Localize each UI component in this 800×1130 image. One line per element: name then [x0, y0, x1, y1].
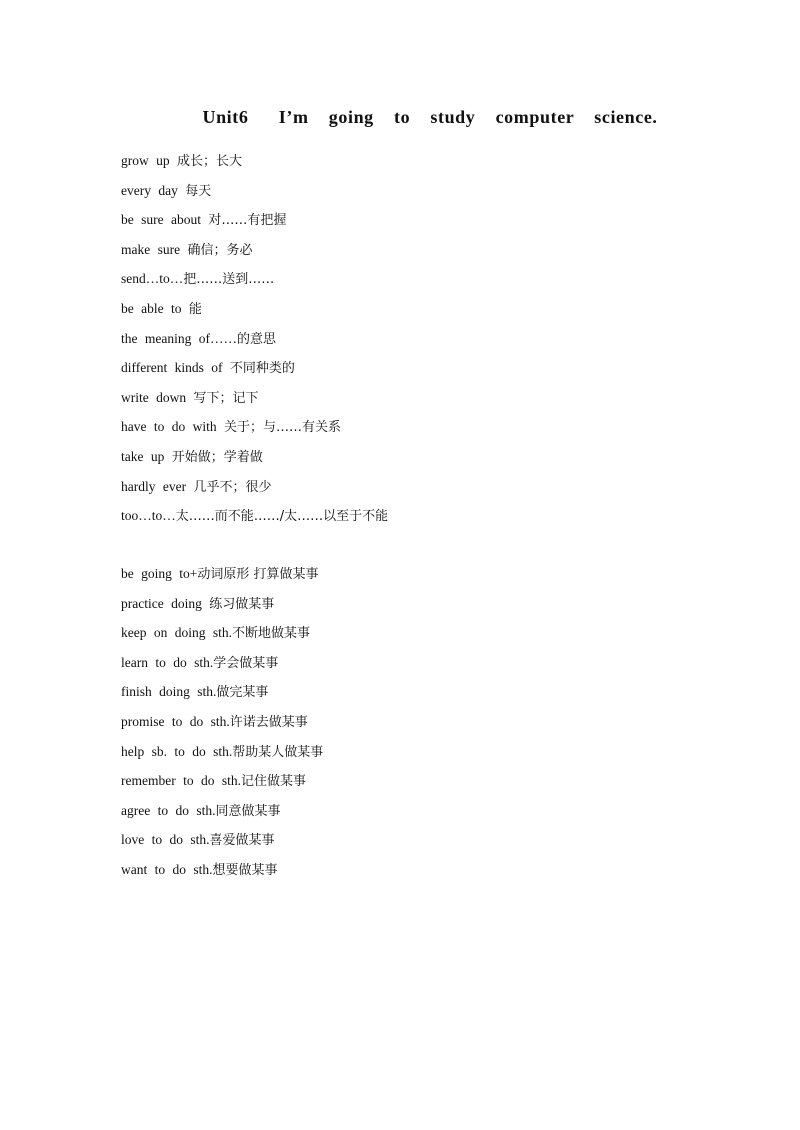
phrase-chinese: 确信；务必	[187, 242, 253, 258]
phrase-chinese: 练习做某事	[209, 596, 275, 612]
list-item	[121, 205, 388, 235]
phrase-english: keep on doing sth.	[121, 625, 232, 641]
phrase-chinese: 的意思	[236, 331, 276, 347]
phrase-chinese: 喜爱做某事	[209, 833, 275, 849]
list-item	[121, 618, 323, 648]
phrase-chinese: 动词原形 打算做某事	[197, 567, 319, 582]
phrase-chinese: 几乎不；很少	[193, 479, 272, 495]
list-item	[121, 501, 388, 531]
list-item	[121, 766, 323, 796]
list-item	[121, 472, 388, 502]
list-item	[121, 146, 388, 176]
list-item	[121, 589, 323, 619]
phrase-english: remember to do sth.	[121, 773, 241, 789]
phrase-english: take up	[121, 448, 172, 464]
phrase-chinese: 同意做某事	[215, 803, 281, 819]
phrase-chinese: 成长；长大	[177, 154, 243, 169]
list-item	[121, 796, 323, 826]
phrase-english: grow up	[121, 153, 177, 168]
phrase-english: the meaning of……	[121, 330, 237, 346]
list-item	[121, 825, 323, 855]
phrase-chinese: 学会做某事	[213, 655, 279, 671]
list-item	[121, 559, 323, 589]
phrase-english: be going to+	[121, 566, 198, 581]
list-item	[121, 383, 388, 413]
phrase-english: too…to…	[121, 508, 176, 524]
phrase-english: finish doing sth.	[121, 684, 217, 700]
phrase-chinese: 帮助某人做某事	[232, 744, 324, 760]
phrase-chinese: 能	[188, 301, 202, 317]
phrase-english: write down	[121, 389, 194, 405]
phrase-chinese: 不同种类的	[229, 361, 295, 377]
phrase-english: be able to	[121, 300, 189, 316]
phrase-english: help sb. to do sth.	[121, 743, 233, 759]
phrase-chinese: 不断地做某事	[232, 626, 311, 642]
phrase-english: love to do sth.	[121, 832, 210, 848]
list-item	[121, 176, 388, 206]
list-item	[121, 442, 388, 472]
phrase-chinese: 想要做某事	[212, 862, 278, 878]
phrase-english: make sure	[121, 241, 188, 257]
list-item	[121, 324, 388, 354]
list-item	[121, 353, 388, 383]
phrase-chinese: 记住做某事	[240, 774, 306, 790]
phrase-english: want to do sth.	[121, 861, 213, 877]
list-item	[121, 412, 388, 442]
phrase-chinese: 开始做；学着做	[171, 449, 263, 465]
phrase-english: have to do with	[121, 419, 224, 435]
list-item	[121, 235, 388, 265]
phrase-chinese: 写下；记下	[193, 390, 259, 406]
phrase-chinese: 每天	[185, 183, 212, 199]
list-item	[121, 707, 323, 737]
phrase-chinese: 把……送到……	[183, 272, 275, 288]
phrase-english: every day	[121, 182, 186, 198]
list-item	[121, 294, 388, 324]
phrase-english: be sure about	[121, 212, 209, 228]
phrase-english: promise to do sth.	[121, 713, 230, 729]
phrase-chinese: 太……而不能……/太……以至于不能	[175, 509, 389, 525]
phrase-chinese: 关于；与……有关系	[224, 420, 342, 436]
phrase-chinese: 许诺去做某事	[229, 714, 308, 730]
phrase-english: practice doing	[121, 595, 210, 611]
phrase-english: learn to do sth.	[121, 654, 214, 670]
page-title: Unit6 I’m going to study computer science.	[202, 107, 658, 127]
phrase-chinese: 对……有把握	[208, 213, 287, 229]
list-item	[121, 737, 323, 767]
phrase-english: hardly ever	[121, 478, 194, 494]
phrase-english: send…to…	[121, 271, 184, 287]
phrase-english: different kinds of	[121, 360, 230, 376]
list-item	[121, 648, 323, 678]
phrase-chinese: 做完某事	[216, 685, 269, 701]
list-item	[121, 677, 323, 707]
phrase-list-verb-patterns	[121, 559, 323, 885]
list-item	[121, 855, 323, 885]
phrase-english: agree to do sth.	[121, 802, 216, 818]
list-item	[121, 264, 388, 294]
phrase-list-vocabulary	[121, 146, 388, 531]
